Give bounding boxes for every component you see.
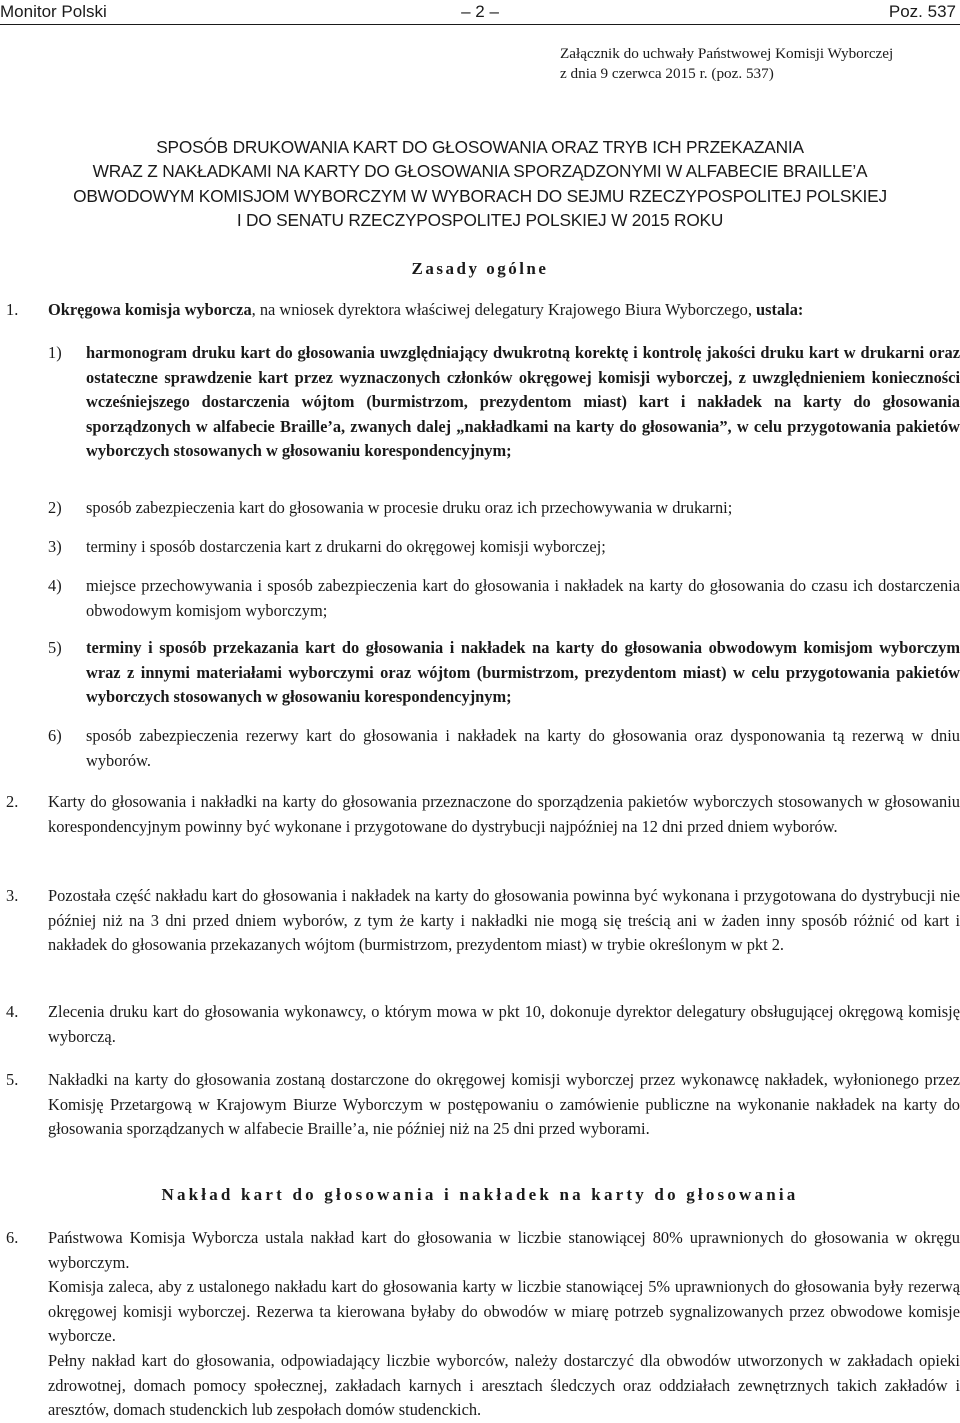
paragraph-2 (6, 790, 960, 839)
paragraph-text: Pozostała część nakładu kart do głosowania i nakładek na karty do głosowania powinna być wykonana i przygotowana do dystrybucji nie później niż na 3 dni przed dniem wyborów, z tym że karty i nakładki nie mogą się treścią ani w żaden inny sposób różnić od kart i nakładek do głosowania przekazanych wójtom (burmistrzom, prezydentom miast) w trybie określonym w pkt 2. (48, 886, 960, 955)
item-number: 6) (48, 726, 62, 745)
p1-bold-start: Okręgowa komisja wyborcza (48, 300, 252, 319)
title-line-2: WRAZ Z NAKŁADKAMI NA KARTY DO GŁOSOWANIA SPORZĄDZONYMI W ALFABECIE BRAILLE’A (92, 161, 868, 182)
page-number: – 2 – (461, 2, 499, 21)
item-text: harmonogram druku kart do głosowania uwzględniający dwukrotną korektę i kontrolę jakości druku kart w drukarni oraz ostateczne sprawdzenie kart przez wyznaczonych członków okręgowej komisji wyborczej, z uwzględnieniem konieczności wcześniejszego dostarczenia wójtom (burmistrzom, prezydentom miast) kart i nakładek na karty do głosowania sporządzonych w alfabecie Braille’a, zwanych dalej „nakładkami na karty do głosowania”, w celu przygotowania pakietów wyborczych stosowanych w głosowaniu korespondencyjnym; (86, 343, 960, 461)
annex-line-2: z dnia 9 czerwca 2015 r. (poz. 537) (560, 65, 774, 82)
paragraph-text: Karty do głosowania i nakładki na karty do głosowania przeznaczone do sporządzenia pakietów wyborczych stosowanych w głosowaniu korespondencyjnym powinny być wykonane i przygotowane do dystrybucji najpóźniej na 12 dni przed dniem wyborów. (48, 792, 960, 836)
item-text: miejsce przechowywania i sposób zabezpieczenia kart do głosowania i nakładek na karty do głosowania do czasu ich dostarczenia obwodowym komisjom wyborczym; (86, 576, 960, 620)
p1-bold-end: ustala: (756, 300, 804, 319)
paragraph-5 (6, 1068, 960, 1142)
position-number: Poz. 537 (888, 2, 956, 21)
paragraph-6 (6, 1226, 960, 1423)
item-number: 5) (48, 638, 62, 657)
list-item (48, 574, 960, 623)
item-number: 1) (48, 343, 62, 362)
header-rule (0, 24, 960, 25)
list-item (48, 496, 960, 521)
item-text: terminy i sposób dostarczenia kart z drukarni do okręgowej komisji wyborczej; (86, 537, 606, 556)
section-heading-general: Zasady ogólne (411, 259, 549, 278)
list-item (48, 724, 960, 773)
publication-name: Monitor Polski (0, 2, 107, 21)
paragraph-4 (6, 1000, 960, 1049)
paragraph-text-a: Państwowa Komisja Wyborcza ustala nakład kart do głosowania w liczbie stanowiącej 80% uprawnionych do głosowania w okręgu wyborczym. (48, 1228, 960, 1272)
document-title (0, 135, 960, 232)
paragraph-number: 4. (6, 1002, 19, 1021)
title-line-1: SPOSÓB DRUKOWANIA KART DO GŁOSOWANIA ORAZ TRYB ICH PRZEKAZANIA (156, 137, 804, 157)
item-number: 3) (48, 537, 62, 556)
paragraph-number: 1. (6, 300, 19, 319)
list-item (48, 636, 960, 710)
paragraph-text: Nakładki na karty do głosowania zostaną dostarczone do okręgowej komisji wyborczej przez wykonawcę nakładek, wyłonionego przez Komisję Przetargową w Krajowym Biurze Wyborczym w postępowaniu o zamówienie publiczne na wykonanie nakładek na karty do głosowania sporządzanych w alfabecie Braille’a, nie później niż na 25 dni przed wyborami. (48, 1070, 960, 1139)
paragraph-text-c: Pełny nakład kart do głosowania, odpowiadający liczbie wyborców, należy dostarczyć dla obwodów utworzonych w zakładach opieki zdrowotnej, domach pomocy społecznej, zakładach karnych i aresztach śledczych oraz oddziałach zewnętrznych takich zakładów i aresztów, domach studenckich lub zespołach domów studenckich. (48, 1350, 960, 1420)
paragraph-3 (6, 884, 960, 958)
item-number: 2) (48, 498, 62, 517)
item-text: terminy i sposób przekazania kart do głosowania i nakładek na karty do głosowania obwodowym komisjom wyborczym wraz z innymi materiałami wyborczymi oraz wójtom (burmistrzom, prezydentom miast) w celu przygotowania pakietów wyborczych stosowanych w głosowaniu korespondencyjnym; (86, 638, 960, 707)
p1-middle: , na wniosek dyrektora właściwej delegatury Krajowego Biura Wyborczego, (251, 300, 757, 319)
list-item (48, 535, 960, 560)
item-number: 4) (48, 576, 62, 595)
paragraph-number: 3. (6, 886, 19, 905)
item-text: sposób zabezpieczenia rezerwy kart do głosowania i nakładek na karty do głosowania oraz dysponowania tą rezerwą w dniu wyborów. (86, 726, 960, 770)
paragraph-text: Zlecenia druku kart do głosowania wykonawcy, o którym mowa w pkt 10, dokonuje dyrektor delegatury obsługującej okręgową komisję wyborczą. (48, 1002, 960, 1046)
paragraph-1 (6, 298, 960, 323)
annex-note (560, 44, 960, 84)
paragraph-text-b: Komisja zaleca, aby z ustalonego nakładu kart do głosowania karty w liczbie stanowiącej 5% uprawnionych do głosowania były rezerwą okręgowej komisji wyborczej. Rezerwa ta kierowana byłaby do obwodów w miarę potrzeb sygnalizowanych przez obwodowe komisje wyborcze. (48, 1277, 960, 1346)
section-heading-print-run: Nakład kart do głosowania i nakładek na karty do głosowania (161, 1185, 799, 1204)
paragraph-number: 6. (6, 1228, 19, 1247)
title-line-3: OBWODOWYM KOMISJOM WYBORCZYM W WYBORACH DO SEJMU RZECZYPOSPOLITEJ POLSKIEJ (73, 185, 887, 206)
title-line-4: I DO SENATU RZECZYPOSPOLITEJ POLSKIEJ W 2015 ROKU (236, 209, 724, 230)
annex-line-1: Załącznik do uchwały Państwowej Komisji Wyborczej (560, 45, 894, 62)
paragraph-number: 5. (6, 1070, 19, 1089)
item-text: sposób zabezpieczenia kart do głosowania w procesie druku oraz ich przechowywania w drukarni; (86, 498, 733, 517)
list-item (48, 341, 960, 464)
paragraph-number: 2. (6, 792, 19, 811)
page-header (0, 0, 960, 24)
